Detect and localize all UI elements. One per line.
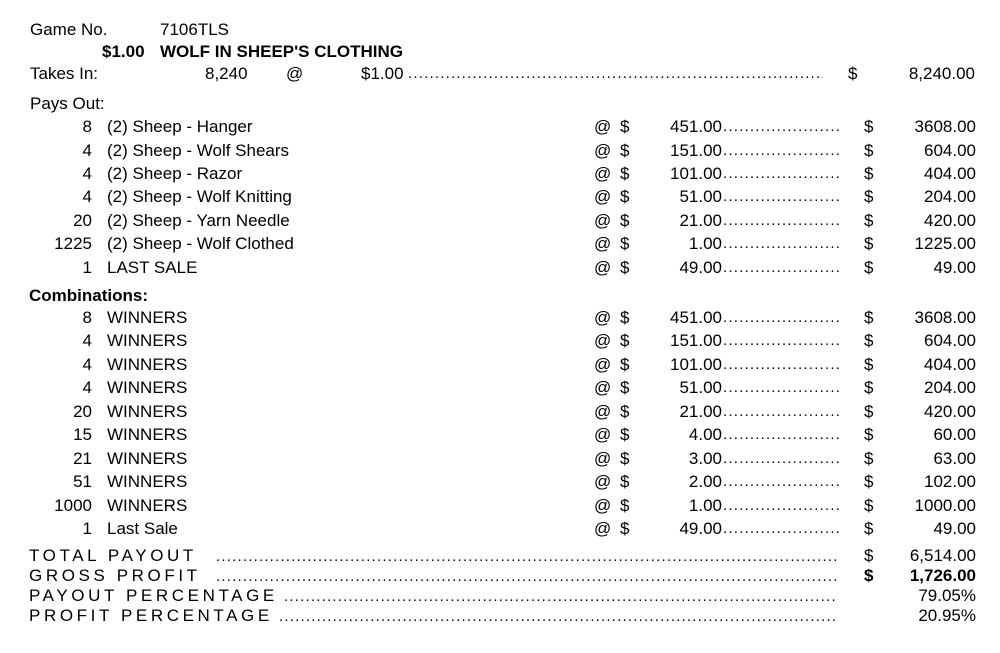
row-total: 60.00 [933, 425, 976, 444]
row-leader [723, 355, 841, 375]
takes-in-label: Takes In: [30, 64, 99, 83]
row-qty: 1000 [54, 496, 92, 515]
row-currency: $ [620, 258, 630, 277]
row-total: 420.00 [924, 211, 976, 230]
gross-profit-label: GROSS PROFIT [29, 566, 201, 585]
takes-in-total: 8,240.00 [908, 64, 975, 83]
total-payout-label: TOTAL PAYOUT [29, 546, 197, 565]
row-currency: $ [620, 355, 630, 374]
row-prize: 451.00 [670, 117, 722, 136]
row-prize: 151.00 [670, 141, 722, 160]
row-total-currency: $ [864, 164, 874, 183]
row-at: @ [594, 378, 612, 397]
row-prize: 101.00 [670, 164, 722, 183]
row-prize: 21.00 [679, 402, 722, 421]
game-title: WOLF IN SHEEP'S CLOTHING [160, 42, 403, 61]
gross-profit-currency: $ [864, 566, 874, 585]
row-total: 404.00 [924, 164, 976, 183]
row-qty: 1225 [54, 234, 92, 253]
row-at: @ [594, 472, 612, 491]
profit-percentage-leader [279, 607, 838, 627]
row-total-currency: $ [864, 402, 874, 421]
row-desc: (2) Sheep - Wolf Knitting [107, 187, 292, 206]
row-leader [723, 402, 841, 422]
row-prize: 51.00 [679, 187, 722, 206]
row-at: @ [594, 496, 612, 515]
payout-percentage-value: 79.05% [918, 586, 976, 605]
row-leader [723, 258, 841, 278]
row-desc: (2) Sheep - Yarn Needle [107, 211, 290, 230]
row-prize: 1.00 [688, 234, 722, 253]
row-currency: $ [620, 472, 630, 491]
row-prize: 151.00 [670, 331, 722, 350]
row-currency: $ [620, 449, 630, 468]
game-no-label: Game No. [30, 20, 108, 39]
row-qty: 8 [82, 117, 92, 136]
row-at: @ [594, 425, 612, 444]
row-qty: 4 [82, 378, 92, 397]
row-total: 49.00 [933, 258, 976, 277]
row-at: @ [594, 164, 612, 183]
row-prize: 49.00 [679, 519, 722, 538]
row-at: @ [594, 211, 612, 230]
total-payout-currency: $ [864, 546, 874, 565]
row-qty: 1 [82, 258, 92, 277]
row-total: 204.00 [924, 378, 976, 397]
takes-in-currency: $ [848, 64, 858, 83]
row-total-currency: $ [864, 331, 874, 350]
takes-in-leader [408, 64, 823, 84]
row-desc: WINNERS [107, 355, 188, 374]
row-at: @ [594, 187, 612, 206]
row-total-currency: $ [864, 449, 874, 468]
row-desc: WINNERS [107, 425, 188, 444]
row-prize: 4.00 [688, 425, 722, 444]
row-leader [723, 496, 841, 516]
row-qty: 20 [73, 402, 92, 421]
row-total: 63.00 [933, 449, 976, 468]
takes-in-count: 8,240 [205, 64, 248, 83]
row-currency: $ [620, 378, 630, 397]
row-leader [723, 117, 841, 137]
row-desc: WINNERS [107, 308, 188, 327]
row-qty: 4 [82, 141, 92, 160]
payout-percentage-leader [284, 587, 838, 607]
row-qty: 1 [82, 519, 92, 538]
row-total: 102.00 [924, 472, 976, 491]
row-desc: WINNERS [107, 472, 188, 491]
row-total: 604.00 [924, 331, 976, 350]
row-total: 604.00 [924, 141, 976, 160]
row-at: @ [594, 449, 612, 468]
row-total-currency: $ [864, 308, 874, 327]
row-desc: LAST SALE [107, 258, 198, 277]
row-leader [723, 378, 841, 398]
row-currency: $ [620, 402, 630, 421]
row-leader [723, 164, 841, 184]
row-total: 420.00 [924, 402, 976, 421]
row-leader [723, 519, 841, 539]
row-at: @ [594, 308, 612, 327]
row-at: @ [594, 402, 612, 421]
row-leader [723, 141, 841, 161]
row-qty: 4 [82, 355, 92, 374]
row-total: 1225.00 [914, 234, 976, 253]
row-currency: $ [620, 187, 630, 206]
gross-profit-leader [216, 567, 838, 587]
row-desc: (2) Sheep - Razor [107, 164, 243, 183]
profit-percentage-value: 20.95% [918, 606, 976, 625]
row-at: @ [594, 355, 612, 374]
row-currency: $ [620, 211, 630, 230]
row-leader [723, 234, 841, 254]
row-total-currency: $ [864, 519, 874, 538]
row-total-currency: $ [864, 117, 874, 136]
row-prize: 21.00 [679, 211, 722, 230]
row-total-currency: $ [864, 141, 874, 160]
takes-in-price: $1.00 [361, 64, 404, 83]
row-currency: $ [620, 234, 630, 253]
row-at: @ [594, 117, 612, 136]
row-qty: 51 [73, 472, 92, 491]
row-total-currency: $ [864, 378, 874, 397]
row-currency: $ [620, 496, 630, 515]
row-total-currency: $ [864, 258, 874, 277]
row-total-currency: $ [864, 234, 874, 253]
row-qty: 4 [82, 331, 92, 350]
total-payout-value: 6,514.00 [909, 546, 976, 565]
row-leader [723, 187, 841, 207]
row-prize: 1.00 [688, 496, 722, 515]
gross-profit-value: 1,726.00 [909, 566, 976, 585]
row-total-currency: $ [864, 472, 874, 491]
row-total-currency: $ [864, 211, 874, 230]
row-at: @ [594, 331, 612, 350]
game-price: $1.00 [102, 42, 145, 61]
row-desc: WINNERS [107, 496, 188, 515]
pays-out-label: Pays Out: [30, 94, 105, 113]
row-total: 404.00 [924, 355, 976, 374]
row-total-currency: $ [864, 355, 874, 374]
profit-percentage-label: PROFIT PERCENTAGE [29, 606, 273, 625]
row-total: 49.00 [933, 519, 976, 538]
payout-percentage-label: PAYOUT PERCENTAGE [29, 586, 278, 605]
combinations-label: Combinations: [29, 286, 148, 305]
row-total: 1000.00 [914, 496, 976, 515]
row-qty: 4 [82, 164, 92, 183]
row-leader [723, 425, 841, 445]
row-desc: WINNERS [107, 378, 188, 397]
row-currency: $ [620, 141, 630, 160]
row-currency: $ [620, 308, 630, 327]
row-currency: $ [620, 117, 630, 136]
row-qty: 8 [82, 308, 92, 327]
row-total: 3608.00 [914, 117, 976, 136]
row-total-currency: $ [864, 496, 874, 515]
row-prize: 51.00 [679, 378, 722, 397]
row-currency: $ [620, 331, 630, 350]
row-qty: 21 [73, 449, 92, 468]
row-total-currency: $ [864, 425, 874, 444]
row-desc: WINNERS [107, 402, 188, 421]
row-desc: Last Sale [107, 519, 178, 538]
row-at: @ [594, 258, 612, 277]
row-leader [723, 449, 841, 469]
row-prize: 3.00 [688, 449, 722, 468]
row-desc: WINNERS [107, 331, 188, 350]
row-leader [723, 331, 841, 351]
row-prize: 49.00 [679, 258, 722, 277]
total-payout-leader [216, 547, 838, 567]
row-at: @ [594, 234, 612, 253]
row-desc: (2) Sheep - Hanger [107, 117, 253, 136]
game-number: 7106TLS [160, 20, 229, 39]
row-desc: (2) Sheep - Wolf Shears [107, 141, 290, 160]
row-qty: 4 [82, 187, 92, 206]
row-total: 204.00 [924, 187, 976, 206]
row-leader [723, 308, 841, 328]
row-at: @ [594, 141, 612, 160]
row-qty: 15 [73, 425, 92, 444]
row-total: 3608.00 [914, 308, 976, 327]
row-qty: 20 [73, 211, 92, 230]
row-total-currency: $ [864, 187, 874, 206]
row-prize: 2.00 [688, 472, 722, 491]
row-leader [723, 211, 841, 231]
row-desc: WINNERS [107, 449, 188, 468]
row-currency: $ [620, 164, 630, 183]
row-desc: (2) Sheep - Wolf Clothed [107, 234, 294, 253]
row-currency: $ [620, 519, 630, 538]
takes-in-at: @ [286, 64, 304, 83]
row-currency: $ [620, 425, 630, 444]
row-prize: 101.00 [670, 355, 722, 374]
row-prize: 451.00 [670, 308, 722, 327]
row-leader [723, 472, 841, 492]
row-at: @ [594, 519, 612, 538]
